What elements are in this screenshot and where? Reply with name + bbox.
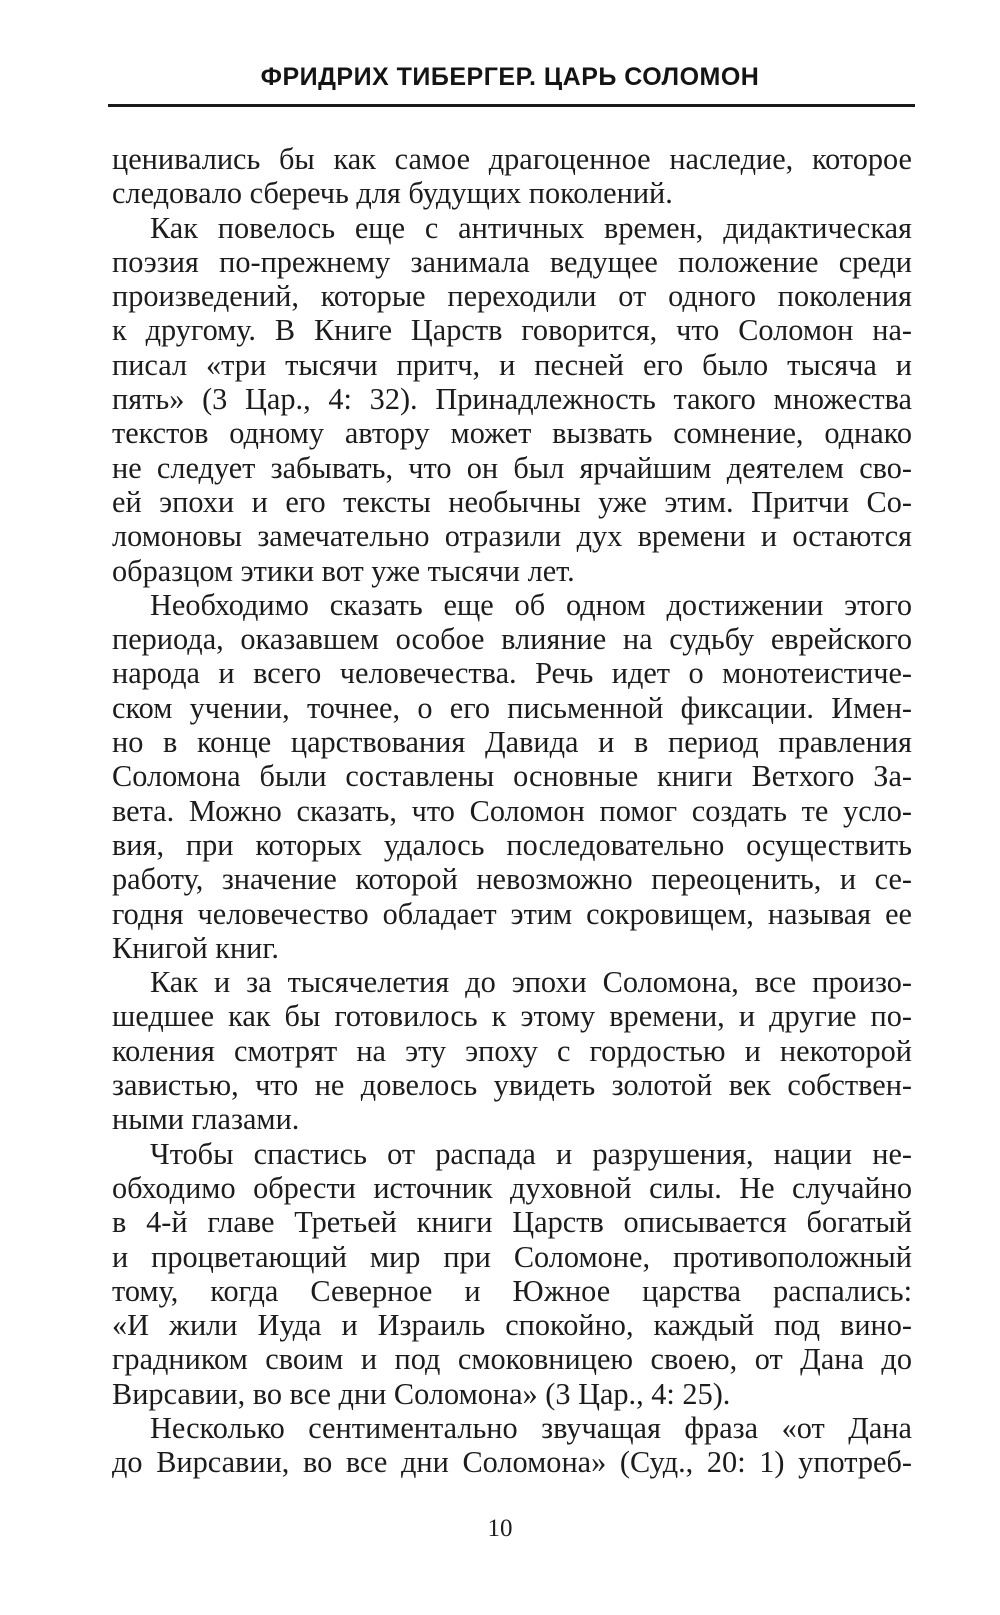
text-line: писал «три тысячи притч, и песней его было тысяча и [112, 347, 912, 382]
text-line: градником своим и под смоковницею своею, от Дана до [112, 1342, 912, 1377]
text-line: тому, когда Северное и Южное царства распались: [112, 1273, 912, 1308]
text-line: шедшее как бы готовилось к этому времени, и другие по- [112, 999, 912, 1034]
text-line: образцом этики вот уже тысячи лет. [112, 553, 575, 588]
text-line: произведений, которые переходили от одного поколения [112, 279, 912, 314]
text-line: до Вирсавии, во все дни Соломона» (Суд., 20: 1) употреб- [112, 1445, 912, 1480]
text-line: текстов одному автору может вызвать сомнение, однако [112, 416, 912, 451]
text-line: Книгой книг. [112, 930, 279, 965]
text-line: поэзия по-прежнему занимала ведущее положение среди [112, 244, 912, 279]
running-title: ФРИДРИХ ТИБЕРГЕР. ЦАРЬ СОЛОМОН [260, 63, 760, 91]
text-line: вия, при которых удалось последовательно осуществить [112, 827, 912, 862]
body-text [112, 142, 912, 1480]
text-line: ломоновы замечательно отразили дух времени и остаются [112, 519, 912, 554]
text-line: ском учении, точнее, о его письменной фиксации. Имен- [112, 690, 912, 725]
text-line: Как и за тысячелетия до эпохи Соломона, все произо- [150, 965, 912, 1000]
text-line: в 4-й главе Третьей книги Царств описывается богатый [112, 1205, 912, 1240]
text-line: не следует забывать, что он был ярчайшим деятелем сво- [112, 450, 912, 485]
text-line: Как повелось еще с античных времен, дидактическая [150, 210, 912, 245]
text-line: обходимо обрести источник духовной силы. Не случайно [112, 1170, 912, 1205]
text-line: вета. Можно сказать, что Соломон помог создать те усло- [112, 793, 912, 828]
text-line: но в конце царствования Давида и в период правления [112, 725, 912, 760]
text-line: Вирсавии, во все дни Соломона» (3 Цар., 4: 25). [112, 1376, 731, 1411]
text-line: народа и всего человечества. Речь идет о монотеистиче- [112, 656, 912, 691]
text-line: работу, значение которой невозможно переоценить, и се- [112, 862, 912, 897]
text-line: коления смотрят на эту эпоху с гордостью и некоторой [112, 1033, 912, 1068]
text-line: «И жили Иуда и Израиль спокойно, каждый под вино- [112, 1308, 912, 1343]
text-line: и процветающий мир при Соломоне, противоположный [112, 1239, 912, 1274]
text-line: ценивались бы как самое драгоценное наследие, которое [112, 142, 912, 176]
text-line: Чтобы спастись от распада и разрушения, нации не- [150, 1136, 912, 1171]
text-line: пять» (3 Цар., 4: 32). Принадлежность такого множества [112, 382, 912, 417]
page-number: 10 [487, 1515, 513, 1542]
text-line: Необходимо сказать еще об одном достижении этого [150, 587, 912, 622]
text-line: ными глазами. [112, 1102, 300, 1137]
text-line: следовало сберечь для будущих поколений. [112, 176, 673, 211]
text-line: Несколько сентиментально звучащая фраза «от Дана [150, 1410, 912, 1445]
text-line: годня человечество обладает этим сокровищем, называя ее [112, 896, 912, 931]
text-line: к другому. В Книге Царств говорится, что Соломон на- [112, 313, 912, 348]
header-rule [108, 104, 915, 107]
text-line: завистью, что не довелось увидеть золотой век собствен- [112, 1068, 912, 1103]
text-line: Соломона были составлены основные книги Ветхого За- [112, 759, 912, 794]
text-line: периода, оказавшем особое влияние на судьбу еврейского [112, 622, 912, 657]
text-line: ей эпохи и его тексты необычны уже этим. Притчи Со- [112, 484, 912, 519]
